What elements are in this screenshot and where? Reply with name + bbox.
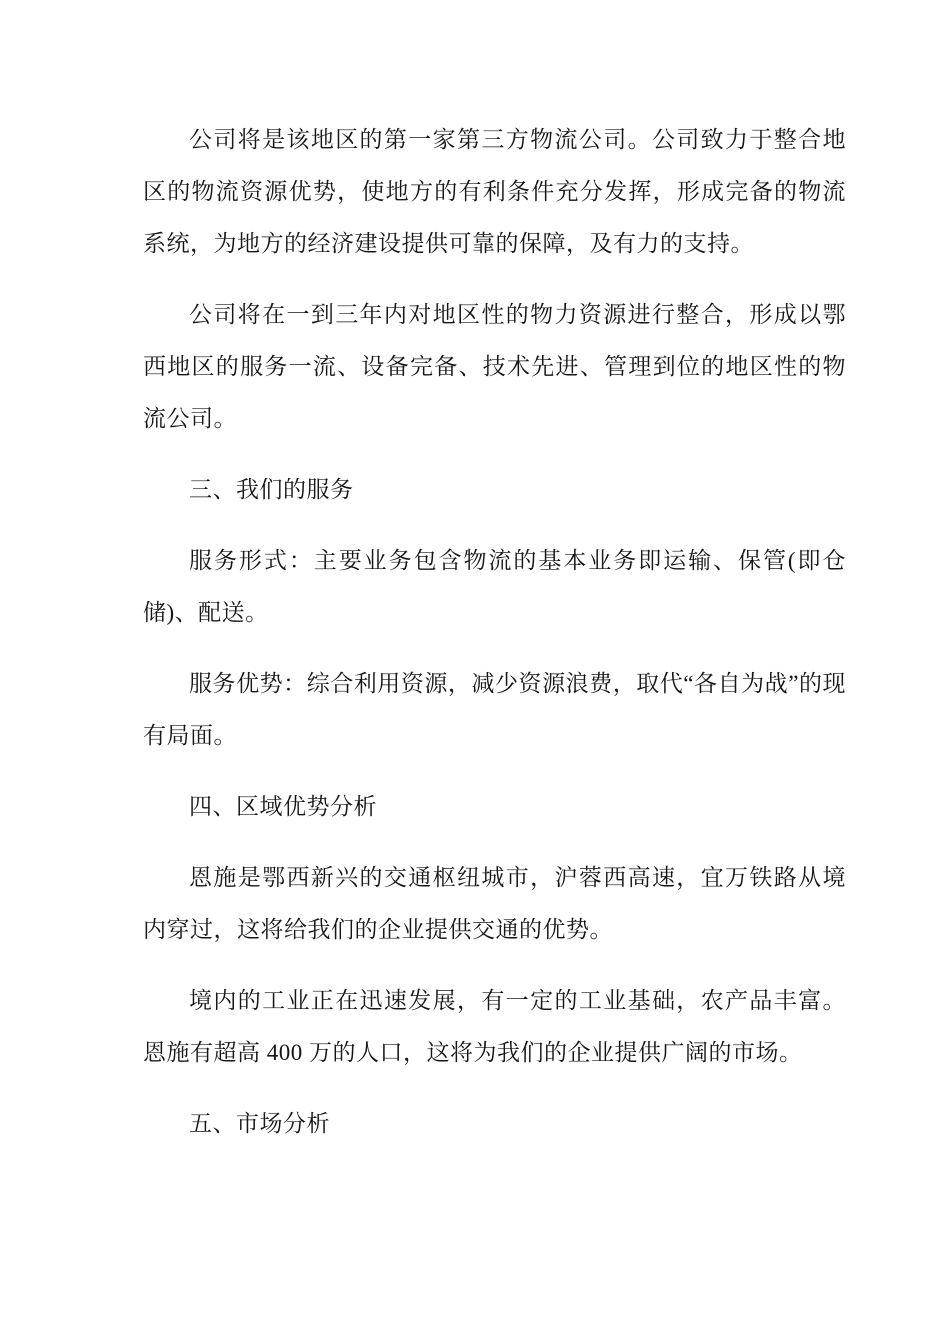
section-heading-our-services: 三、我们的服务 (189, 477, 354, 502)
paragraph-industry-and-population: 境内的工业正在迅速发展，有一定的工业基础，农产品丰富。恩施有超高 400 万的人口，这将为我们的企业提供广阔的市场。 (143, 988, 846, 1065)
paragraph-service-forms: 服务形式：主要业务包含物流的基本业务即运输、保管(即仓储)、配送。 (143, 548, 846, 625)
section-heading-regional-advantage-analysis: 四、区域优势分析 (189, 794, 377, 819)
paragraph-service-advantages: 服务优势：综合利用资源，减少资源浪费，取代“各自为战”的现有局面。 (143, 671, 846, 748)
section-heading-market-analysis: 五、市场分析 (189, 1111, 330, 1136)
paragraph-transport-advantage: 恩施是鄂西新兴的交通枢纽城市，沪蓉西高速，宜万铁路从境内穿过，这将给我们的企业提供交通的优势。 (143, 865, 846, 942)
paragraph-company-intro: 公司将是该地区的第一家第三方物流公司。公司致力于整合地区的物流资源优势，使地方的有利条件充分发挥，形成完备的物流系统，为地方的经济建设提供可靠的保障，及有力的支持。 (143, 127, 846, 256)
paragraph-three-year-plan: 公司将在一到三年内对地区性的物力资源进行整合，形成以鄂西地区的服务一流、设备完备、技术先进、管理到位的地区性的物流公司。 (143, 302, 846, 431)
